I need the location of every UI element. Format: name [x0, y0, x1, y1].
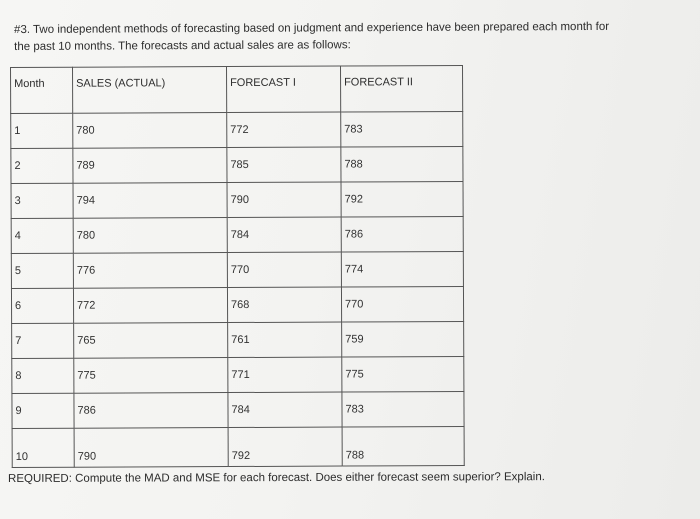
table-body	[11, 112, 465, 468]
cell-forecast-1: 772	[227, 112, 341, 147]
table-row	[12, 357, 464, 394]
sales-forecast-table	[10, 65, 465, 468]
cell-forecast-1: 761	[228, 322, 342, 357]
table-row	[12, 392, 464, 429]
cell-month: 7	[12, 323, 74, 358]
header-forecast-2: FORECAST II	[340, 66, 462, 113]
cell-sales: 780	[73, 113, 227, 149]
header-sales-actual: SALES (ACTUAL)	[73, 67, 227, 114]
cell-month: 9	[12, 393, 74, 428]
table-row	[11, 182, 463, 219]
cell-forecast-2: 792	[341, 182, 463, 218]
cell-forecast-1: 785	[227, 147, 341, 182]
cell-forecast-1: 792	[228, 427, 342, 466]
cell-forecast-2: 788	[341, 147, 463, 183]
cell-forecast-1: 771	[228, 357, 342, 392]
cell-sales: 765	[74, 323, 228, 359]
cell-month: 8	[12, 358, 74, 393]
table-row	[11, 112, 463, 149]
cell-forecast-1: 784	[227, 217, 341, 252]
problem-intro: #3. Two independent methods of forecasting based on judgment and experience have been prepared each month for the past 10 months. The forecasts and actual sales are as follows:	[14, 20, 610, 53]
table-row	[11, 252, 463, 289]
cell-sales: 794	[73, 183, 227, 219]
table-header-row	[11, 66, 463, 114]
cell-forecast-1: 768	[227, 287, 341, 322]
cell-sales: 789	[73, 148, 227, 184]
cell-sales: 790	[74, 428, 228, 468]
table-row	[11, 217, 463, 254]
cell-forecast-1: 770	[227, 252, 341, 287]
cell-month: 10	[12, 428, 74, 467]
cell-forecast-1: 784	[228, 392, 342, 427]
cell-month: 1	[11, 113, 73, 148]
cell-forecast-1: 790	[227, 182, 341, 217]
cell-forecast-2: 788	[342, 427, 464, 467]
cell-forecast-2: 783	[342, 392, 464, 428]
cell-forecast-2: 783	[341, 112, 463, 148]
table-row	[11, 287, 463, 324]
problem-required: REQUIRED: Compute the MAD and MSE for each forecast. Does either forecast seem superior? Explain.	[8, 471, 545, 485]
table-row	[12, 427, 464, 468]
cell-month: 6	[11, 288, 73, 323]
table-row	[12, 322, 464, 359]
cell-forecast-2: 759	[342, 322, 464, 358]
header-forecast-1: FORECAST I	[227, 66, 341, 112]
cell-month: 2	[11, 148, 73, 183]
cell-forecast-2: 770	[341, 287, 463, 323]
cell-forecast-2: 786	[341, 217, 463, 253]
table-row	[11, 147, 463, 184]
cell-sales: 775	[74, 358, 228, 394]
cell-month: 5	[11, 253, 73, 288]
cell-forecast-2: 774	[341, 252, 463, 288]
cell-sales: 772	[73, 288, 227, 324]
cell-sales: 786	[74, 393, 228, 429]
cell-month: 3	[11, 183, 73, 218]
sales-forecast-table-container	[10, 65, 465, 468]
header-month: Month	[11, 67, 73, 113]
cell-sales: 776	[73, 253, 227, 289]
cell-sales: 780	[73, 218, 227, 254]
cell-month: 4	[11, 218, 73, 253]
cell-forecast-2: 775	[342, 357, 464, 393]
